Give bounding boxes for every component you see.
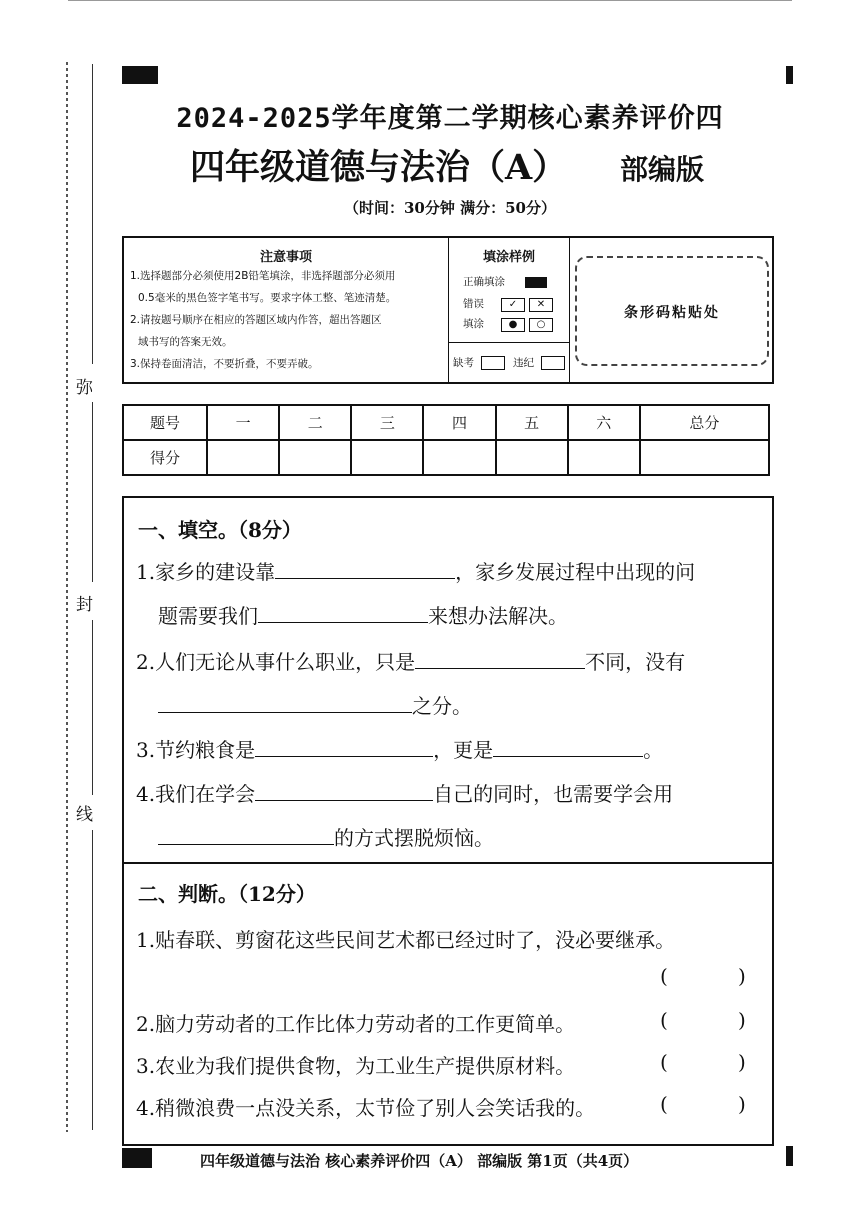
answer-paren-close[interactable]: ): [738, 1092, 746, 1116]
binding-dotted-line: [66, 62, 68, 1132]
score-row-label: 得分: [123, 440, 207, 475]
notice-item: 1.选择题部分必须使用2B铅笔填涂，非选择题部分必须用: [130, 270, 396, 282]
answer-blank[interactable]: [255, 734, 433, 757]
score-cell[interactable]: [640, 440, 769, 475]
answer-blank[interactable]: [258, 600, 428, 623]
score-cell[interactable]: [279, 440, 351, 475]
section1-title: 一、填空。（8分）: [138, 518, 302, 542]
exam-info-box: [122, 236, 774, 384]
wrong-fill-label: 错误: [463, 298, 484, 310]
edition-label: 部编版: [620, 153, 705, 186]
corner-marker-top-right: [786, 66, 793, 84]
q2-text: 2.人们无论从事什么职业，只是: [136, 650, 416, 674]
score-header-cell: 六: [568, 405, 640, 440]
answer-paren-open[interactable]: (: [660, 1050, 668, 1074]
judge-item-1: 1.贴春联、剪窗花这些民间艺术都已经过时了，没必要继承。: [136, 928, 676, 952]
exam-title-line2: 四年级道德与法治（A）: [190, 147, 568, 188]
q1-text: ，家乡发展过程中出现的问: [455, 560, 696, 584]
exam-time-score: （时间：30分钟 满分：50分）: [344, 199, 556, 217]
correct-fill-sample: [525, 277, 547, 288]
notice-title: 注意事项: [259, 250, 312, 265]
q2-line1: [136, 646, 685, 675]
score-table: [122, 404, 770, 476]
score-header-cell: 三: [351, 405, 423, 440]
fill-sample-divider: [449, 342, 569, 343]
binding-line-segment: [92, 830, 93, 1130]
fill-sample-title: 填涂样例: [482, 250, 535, 265]
q4-text: 4.我们在学会: [136, 782, 256, 806]
binding-char-xian: 线: [76, 805, 93, 825]
score-header-cell: 四: [423, 405, 495, 440]
section2-title: 二、判断。（12分）: [138, 882, 316, 906]
cross-mark-icon: ✕: [529, 298, 553, 312]
score-table-row: [123, 440, 769, 475]
score-header-cell: 总分: [640, 405, 769, 440]
q2-text: 不同，没有: [585, 650, 686, 674]
notice-item: 0.5毫米的黑色签字笔书写。要求字体工整、笔迹清楚。: [138, 292, 397, 304]
wrong-fill-label: 填涂: [463, 318, 484, 330]
page-footer: 四年级道德与法治 核心素养评价四（A） 部编版 第1页（共4页）: [200, 1152, 639, 1170]
score-cell[interactable]: [207, 440, 279, 475]
q1-text: 1.家乡的建设靠: [136, 560, 276, 584]
score-header-cell: 五: [496, 405, 568, 440]
score-cell[interactable]: [351, 440, 423, 475]
q4-text: 自己的同时，也需要学会用: [433, 782, 674, 806]
answer-paren-close[interactable]: ): [738, 964, 746, 988]
violation-label: 违纪: [513, 357, 534, 369]
answer-paren-close[interactable]: ): [738, 1008, 746, 1032]
q2-text: 之分。: [412, 694, 472, 718]
q3-line: [136, 734, 663, 763]
score-cell[interactable]: [568, 440, 640, 475]
section-divider: [124, 862, 772, 864]
answer-paren-open[interactable]: (: [660, 1008, 668, 1032]
notice-item: 2.请按题号顺序在相应的答题区域内作答，超出答题区: [130, 314, 382, 326]
score-header-cell: 二: [279, 405, 351, 440]
binding-char-feng: 封: [76, 595, 93, 615]
notice-item: 域书写的答案无效。: [138, 336, 233, 348]
score-cell[interactable]: [423, 440, 495, 475]
q4-text: 的方式摆脱烦恼。: [334, 826, 494, 850]
binding-char-mi: 弥: [76, 378, 93, 398]
q1-line2: [158, 600, 568, 629]
binding-line-segment: [92, 620, 93, 795]
fill-sample-panel: [449, 238, 570, 382]
barcode-label: 条形码粘贴处: [624, 305, 720, 321]
judge-item-3: 3.农业为我们提供食物，为工业生产提供原材料。: [136, 1054, 576, 1078]
score-cell[interactable]: [496, 440, 568, 475]
judge-item-2: 2.脑力劳动者的工作比体力劳动者的工作更简单。: [136, 1012, 576, 1036]
answer-blank[interactable]: [275, 556, 455, 579]
answer-paren-close[interactable]: ): [738, 1050, 746, 1074]
score-header-cell: 题号: [123, 405, 207, 440]
q3-text: ，更是: [433, 738, 494, 762]
judge-item-4: 4.稍微浪费一点没关系，太节俭了别人会笑话我的。: [136, 1096, 596, 1120]
corner-marker-bottom-right: [786, 1146, 793, 1166]
top-edge-line: [68, 0, 792, 1]
correct-fill-label: 正确填涂: [463, 276, 505, 288]
question-area: [122, 496, 774, 1146]
corner-marker-bottom-left: [122, 1148, 152, 1168]
q1-line1: [136, 556, 695, 585]
answer-blank[interactable]: [493, 734, 643, 757]
q3-text: 3.节约粮食是: [136, 738, 256, 762]
answer-blank[interactable]: [158, 690, 412, 713]
answer-paren-open[interactable]: (: [660, 964, 668, 988]
answer-blank[interactable]: [255, 778, 433, 801]
answer-blank[interactable]: [158, 822, 334, 845]
corner-marker-top-left: [122, 66, 158, 84]
circle-icon: ○: [529, 318, 553, 332]
q2-line2: [158, 690, 472, 719]
exam-title-line1: 2024-2025学年度第二学期核心素养评价四: [176, 103, 724, 134]
q3-text: 。: [643, 738, 664, 762]
q1-text: 来想办法解决。: [428, 604, 568, 628]
q4-line1: [136, 778, 673, 807]
absent-checkbox[interactable]: [481, 356, 505, 370]
notice-item: 3.保持卷面清洁，不要折叠，不要弄破。: [130, 358, 319, 370]
check-mark-icon: ✓: [501, 298, 525, 312]
notice-panel: [124, 238, 449, 382]
q4-line2: [158, 822, 494, 851]
barcode-area: [575, 256, 769, 366]
q1-text: 题需要我们: [158, 604, 258, 628]
binding-line-segment: [92, 402, 93, 582]
absent-label: 缺考: [453, 357, 474, 369]
answer-paren-open[interactable]: (: [660, 1092, 668, 1116]
score-header-cell: 一: [207, 405, 279, 440]
filled-dot-icon: ●: [501, 318, 525, 332]
score-table-header-row: [123, 405, 769, 440]
violation-checkbox[interactable]: [541, 356, 565, 370]
answer-blank[interactable]: [415, 646, 585, 669]
